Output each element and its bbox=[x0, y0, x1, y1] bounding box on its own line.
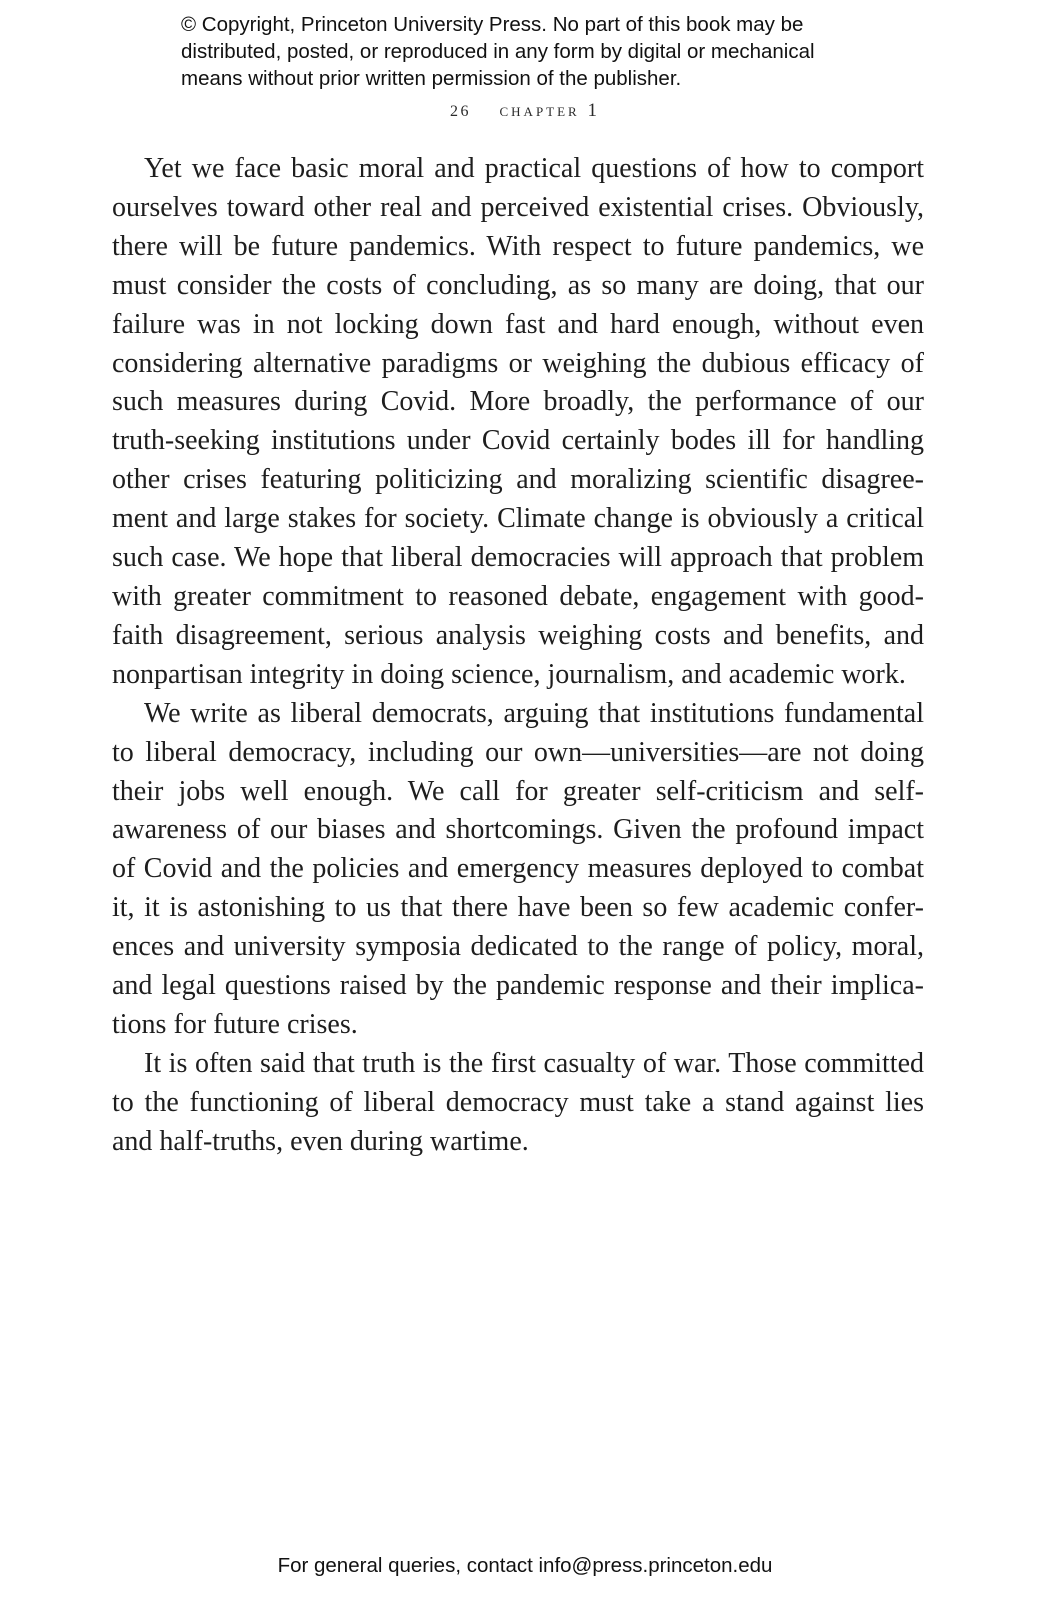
text-line: it, it is astonishing to us that there have been so few academic confer- bbox=[112, 892, 924, 924]
text-line: other crises featuring politicizing and moralizing scientific disagree- bbox=[112, 464, 924, 496]
text-line: their jobs well enough. We call for greater self-criticism and self- bbox=[112, 775, 924, 807]
paragraph bbox=[112, 1045, 924, 1162]
text-line: such case. We hope that liberal democracies will approach that problem bbox=[112, 542, 924, 574]
text-line: ourselves toward other real and perceived existential crises. Obviously, bbox=[112, 191, 924, 223]
text-line: faith disagreement, serious analysis weighing costs and benefits, and bbox=[112, 619, 924, 651]
copyright-line: © Copyright, Princeton University Press. No part of this book may be bbox=[181, 13, 804, 36]
text-line: there will be future pandemics. With respect to future pandemics, we bbox=[112, 230, 924, 262]
text-line: considering alternative paradigms or weighing the dubious efficacy of bbox=[112, 347, 924, 379]
text-line: must consider the costs of concluding, as so many are doing, that our bbox=[112, 269, 924, 301]
page-number: 26 bbox=[450, 103, 471, 120]
text-line: awareness of our biases and shortcomings. Given the profound impact bbox=[112, 814, 924, 846]
text-line: It is often said that truth is the first casualty of war. Those committed bbox=[144, 1047, 924, 1079]
text-line: We write as liberal democrats, arguing that institutions fundamental bbox=[144, 697, 924, 729]
running-head bbox=[0, 99, 1050, 124]
text-line: such measures during Covid. More broadly, the performance of our bbox=[112, 386, 924, 418]
text-line: failure was in not locking down fast and hard enough, without even bbox=[112, 308, 924, 340]
paragraph bbox=[112, 150, 924, 695]
copyright-notice bbox=[181, 11, 901, 92]
text-line: truth-seeking institutions under Covid certainly bodes ill for handling bbox=[112, 425, 924, 457]
text-line: with greater commitment to reasoned debate, engagement with good- bbox=[112, 580, 924, 612]
text-line: of Covid and the policies and emergency measures deployed to combat bbox=[112, 853, 924, 885]
text-line: and half-truths, even during wartime. bbox=[112, 1125, 529, 1157]
text-line: to liberal democracy, including our own—universities—are not doing bbox=[112, 736, 924, 768]
text-line: tions for future crises. bbox=[112, 1008, 358, 1040]
text-line: and legal questions raised by the pandemic response and their implica- bbox=[112, 970, 924, 1002]
paragraph bbox=[112, 695, 924, 1045]
text-line: ment and large stakes for society. Climate change is obviously a critical bbox=[112, 503, 924, 535]
text-line: Yet we face basic moral and practical questions of how to comport bbox=[144, 153, 924, 184]
copyright-line: distributed, posted, or reproduced in any form by digital or mechanical bbox=[181, 40, 815, 63]
chapter-label: chapter 1 bbox=[499, 100, 600, 121]
text-line: to the functioning of liberal democracy must take a stand against lies bbox=[112, 1086, 924, 1118]
body-text bbox=[112, 150, 924, 1162]
copyright-line: means without prior written permission of the publisher. bbox=[181, 67, 682, 90]
text-line: ences and university symposia dedicated to the range of policy, moral, bbox=[112, 931, 924, 963]
footer-contact: For general queries, contact info@press.princeton.edu bbox=[277, 1554, 773, 1577]
text-line: nonpartisan integrity in doing science, journalism, and academic work. bbox=[112, 658, 906, 690]
